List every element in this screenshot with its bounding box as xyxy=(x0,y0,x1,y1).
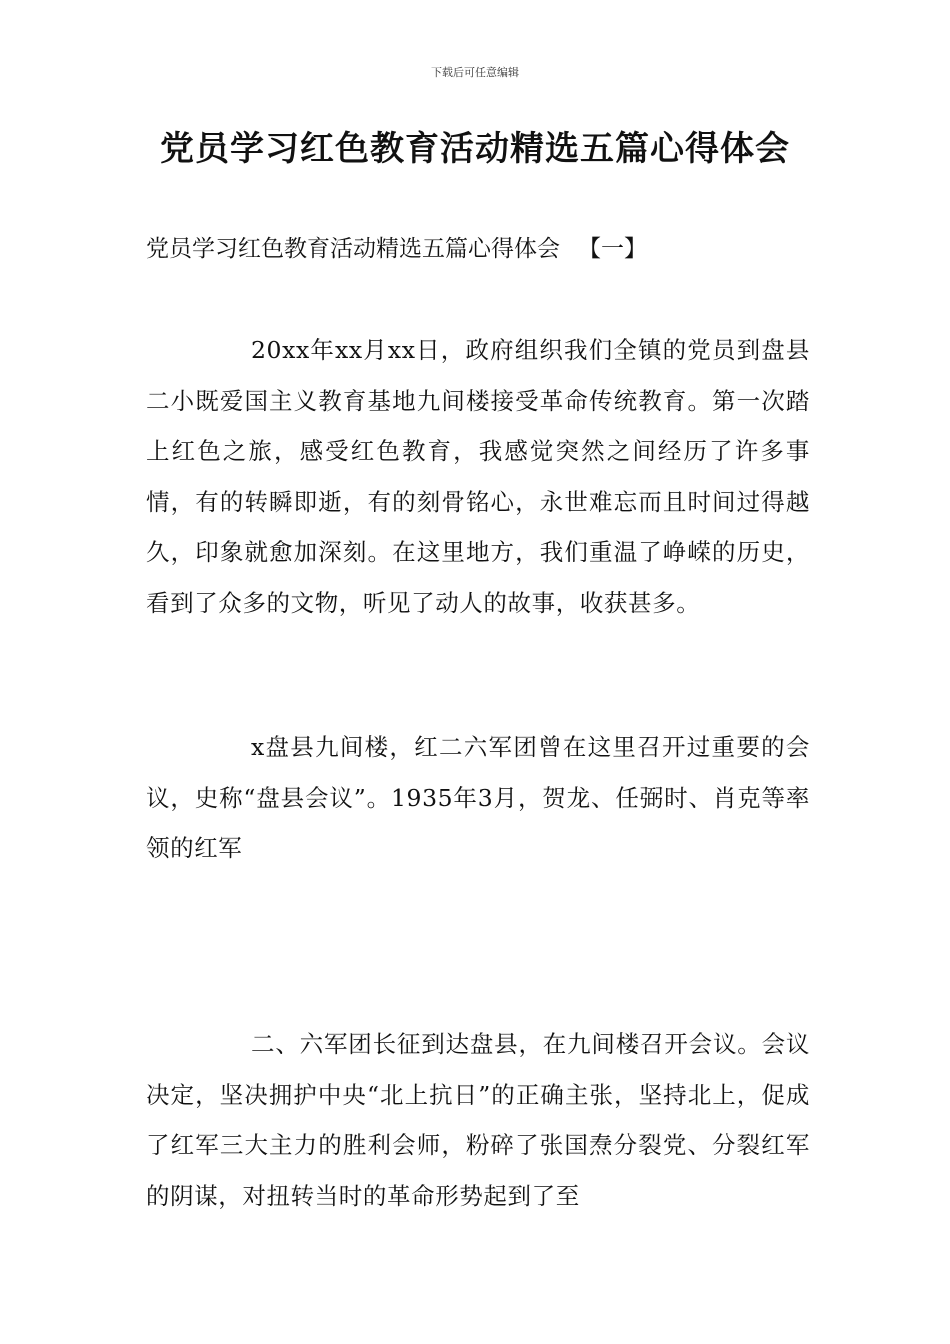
body-paragraph-3: 二、六军团长征到达盘县，在九间楼召开会议。会议决定，坚决拥护中央“北上抗日”的正确主张，坚持北上，促成了红军三大主力的胜利会师，粉碎了张国焘分裂党、分裂红军的阴谋，对扭转当时的革命形势起到了至 xyxy=(146,1030,810,1210)
section-heading-text: 党员学习红色教育活动精选五篇心得体会 xyxy=(146,236,560,262)
body-paragraph-2: x盘县九间楼，红二六军团曾在这里召开过重要的会议，史称“盘县会议”。1935年3月，贺龙、任弼时、肖克等率领的红军 xyxy=(146,733,810,862)
body-paragraph-1: 20xx年xx月xx日，政府组织我们全镇的党员到盘县二小既爱国主义教育基地九间楼接受革命传统教育。第一次踏上红色之旅，感受红色教育，我感觉突然之间经历了许多事情，有的转瞬即逝，有的刻骨铭心，永世难忘而且时间过得越久，印象就愈加深刻。在这里地方，我们重温了峥嵘的历史，看到了众多的文物，听见了动人的故事，收获甚多。 xyxy=(146,336,810,617)
document-title: 党员学习红色教育活动精选五篇心得体会 xyxy=(160,129,790,169)
section-heading xyxy=(146,226,846,272)
section-marker: 【一】 xyxy=(578,236,647,262)
page-header-note: 下载后可任意编辑 xyxy=(431,66,519,79)
